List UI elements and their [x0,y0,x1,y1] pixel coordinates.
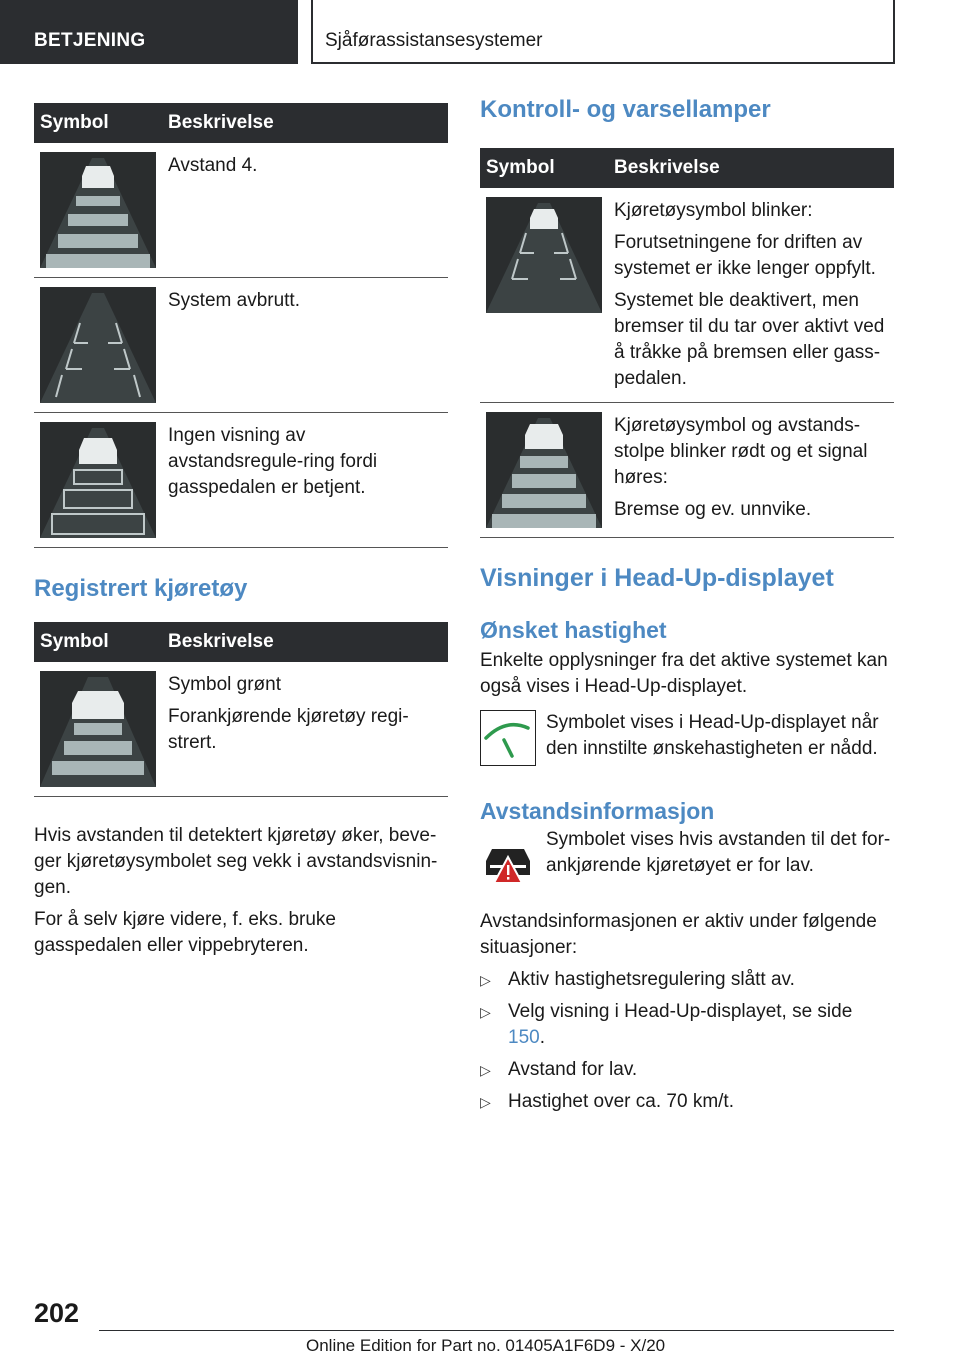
list-item-text: Avstand for lav. [508,1059,638,1080]
list-item-text: . [539,1027,545,1048]
onsket-heading: Ønsket hastighet [480,617,667,643]
list-item-text: Hastighet over ca. 70 km/t. [508,1091,734,1112]
page-link[interactable]: 150 [508,1027,540,1048]
paragraph: Avstandsinformasjonen er aktiv under følgende situasjoner: [480,911,877,958]
row-description: System avbrutt. [168,290,300,311]
distance-symbol-table [34,103,448,548]
no-distance-display-icon [40,422,156,538]
row-description: Kjøretøysymbol og avstands-stolpe blinker rødt og et signal høres: [614,415,868,488]
row-description: Bremse og ev. unnvike. [614,499,812,520]
speed-icon-row [480,710,894,770]
table-row [34,143,448,278]
table-header-description: Beskrivelse [614,148,894,188]
distance-4-icon [40,152,156,268]
system-interrupted-icon [40,287,156,403]
registrert-heading: Registrert kjøretøy [34,575,248,602]
distance-warning-row [480,827,894,887]
table-header-symbol: Symbol [34,103,168,143]
header-section: BETJENING [0,0,298,64]
table-header-symbol: Symbol [480,148,614,188]
footer-edition: Online Edition for Part no. 01405A1F6D9 - X/20 [306,1336,666,1355]
bullet-triangle-icon: ▷ [480,1094,491,1110]
distance-warning-description: Symbolet vises hvis avstanden til det for-ankjørende kjøretøyet er for lav. [546,829,891,876]
table-row [480,188,894,403]
header-chapter: Sjåførassistansesystemer [311,0,895,64]
bullet-triangle-icon: ▷ [480,972,491,988]
condition-list [480,967,894,1115]
list-item [480,1057,894,1083]
list-item-text: Velg visning i Head-Up-displayet, se side [508,1001,853,1022]
table-row [34,278,448,413]
detected-vehicle-icon [40,671,156,787]
table-row [34,662,448,797]
vehicle-blinking-icon [486,197,602,313]
right-column [480,96,894,1121]
row-description: Avstand 4. [168,155,258,176]
distance-warning-icon [480,833,536,889]
bullet-triangle-icon: ▷ [480,1062,491,1078]
footer-divider [99,1330,894,1331]
bullet-triangle-icon: ▷ [480,1004,491,1020]
paragraph: Enkelte opplysninger fra det aktive systemet kan også vises i Head-Up-displayet. [480,650,888,697]
row-description: Kjøretøysymbol blinker: [614,200,813,221]
page-number: 202 [34,1298,80,1328]
warning-lamp-table [480,148,894,538]
list-item [480,967,894,993]
list-item [480,1089,894,1115]
row-description: Forankjørende kjøretøy regi-strert. [168,706,409,753]
row-description: Systemet ble deaktivert, men bremser til du tar over aktivt ved å tråkke på bremsen eller gass-pedalen. [614,290,885,389]
row-description: Ingen visning av avstandsregule-ring fordi gasspedalen er betjent. [168,425,378,498]
paragraph: Hvis avstanden til detektert kjøretøy øker, beve-ger kjøretøysymbolet seg vekk i avstandsvisnin-gen. [34,825,438,898]
paragraph: For å selv kjøre videre, f. eks. bruke gasspedalen eller vippebryteren. [34,909,336,956]
vehicle-red-warning-icon [486,412,602,528]
row-description: Symbol grønt [168,674,281,695]
row-description: Forutsetningene for driften av systemet er ikke lenger oppfylt. [614,232,876,279]
table-row [480,403,894,538]
list-item-text: Aktiv hastighetsregulering slått av. [508,969,795,990]
desired-speed-icon [480,710,536,766]
table-header-symbol: Symbol [34,622,168,662]
left-column [34,103,448,959]
table-header-description: Beskrivelse [168,103,448,143]
avstand-heading: Avstandsinformasjon [480,798,715,824]
list-item [480,999,894,1051]
table-header-description: Beskrivelse [168,622,448,662]
speed-icon-description: Symbolet vises i Head-Up-displayet når den innstilte ønskehastigheten er nådd. [546,712,879,759]
table-row [34,413,448,548]
hud-heading: Visninger i Head-Up-displayet [480,564,834,592]
detected-vehicle-table [34,622,448,797]
kontroll-heading: Kontroll- og varsellamper [480,96,771,123]
